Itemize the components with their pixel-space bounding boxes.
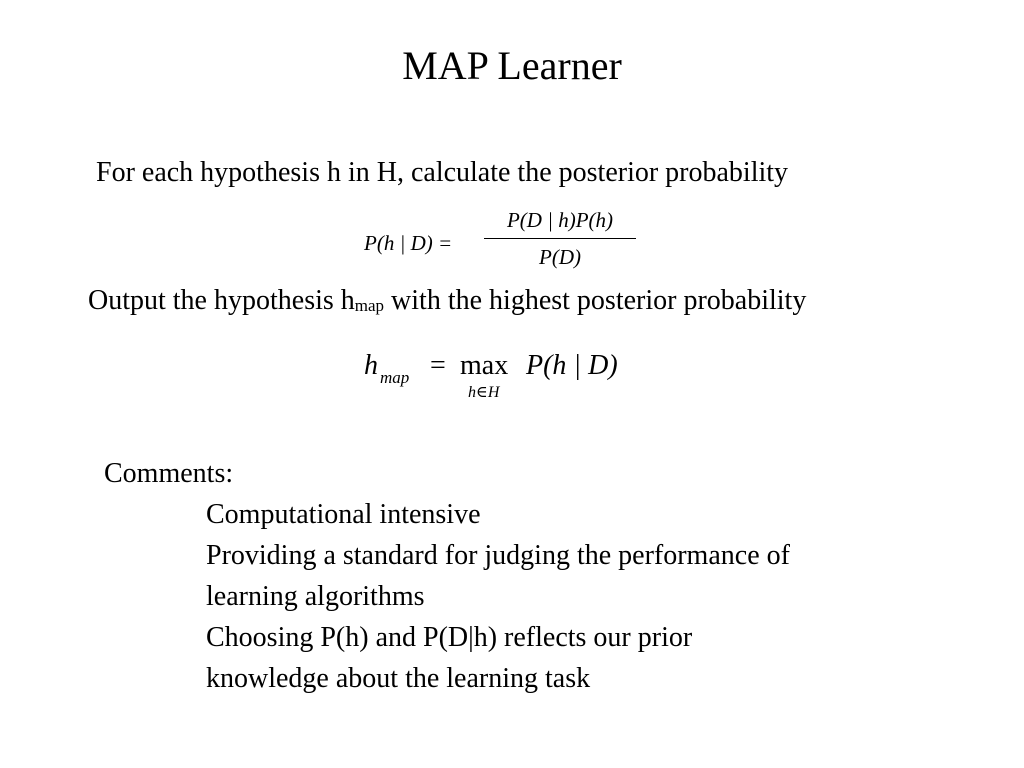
slide-title: MAP Learner: [402, 43, 622, 88]
map-formula: [364, 346, 664, 406]
output-text-after: with the highest posterior probability: [384, 285, 807, 316]
output-instruction: [88, 284, 806, 323]
comment-item: Computational intensive: [206, 499, 481, 530]
map-h: h: [364, 350, 378, 381]
output-text-before: Output the hypothesis h: [88, 285, 355, 316]
bayes-denominator: P(D): [539, 245, 581, 269]
comment-item: Providing a standard for judging the performance of: [206, 540, 790, 571]
map-max: max: [460, 350, 509, 381]
map-equals: =: [430, 350, 446, 381]
posterior-instruction: For each hypothesis h in H, calculate the posterior probability: [96, 157, 789, 188]
comments-list: [206, 494, 986, 699]
bayes-formula: [364, 206, 664, 282]
bayes-numerator: P(D | h)P(h): [506, 208, 614, 232]
map-subscript: map: [380, 368, 410, 387]
bayes-lhs: P(h | D) =: [364, 231, 453, 255]
map-max-under: h∈H: [468, 384, 500, 401]
comment-item: Choosing P(h) and P(D|h) reflects our prior: [206, 622, 693, 653]
output-subscript: map: [354, 296, 385, 315]
comment-item: knowledge about the learning task: [206, 663, 591, 694]
bayes-fraction: [484, 206, 636, 271]
comment-item: learning algorithms: [206, 581, 425, 612]
fraction-bar: [484, 238, 636, 239]
comments-heading: Comments:: [104, 458, 234, 489]
map-rhs: P(h | D): [526, 350, 618, 381]
